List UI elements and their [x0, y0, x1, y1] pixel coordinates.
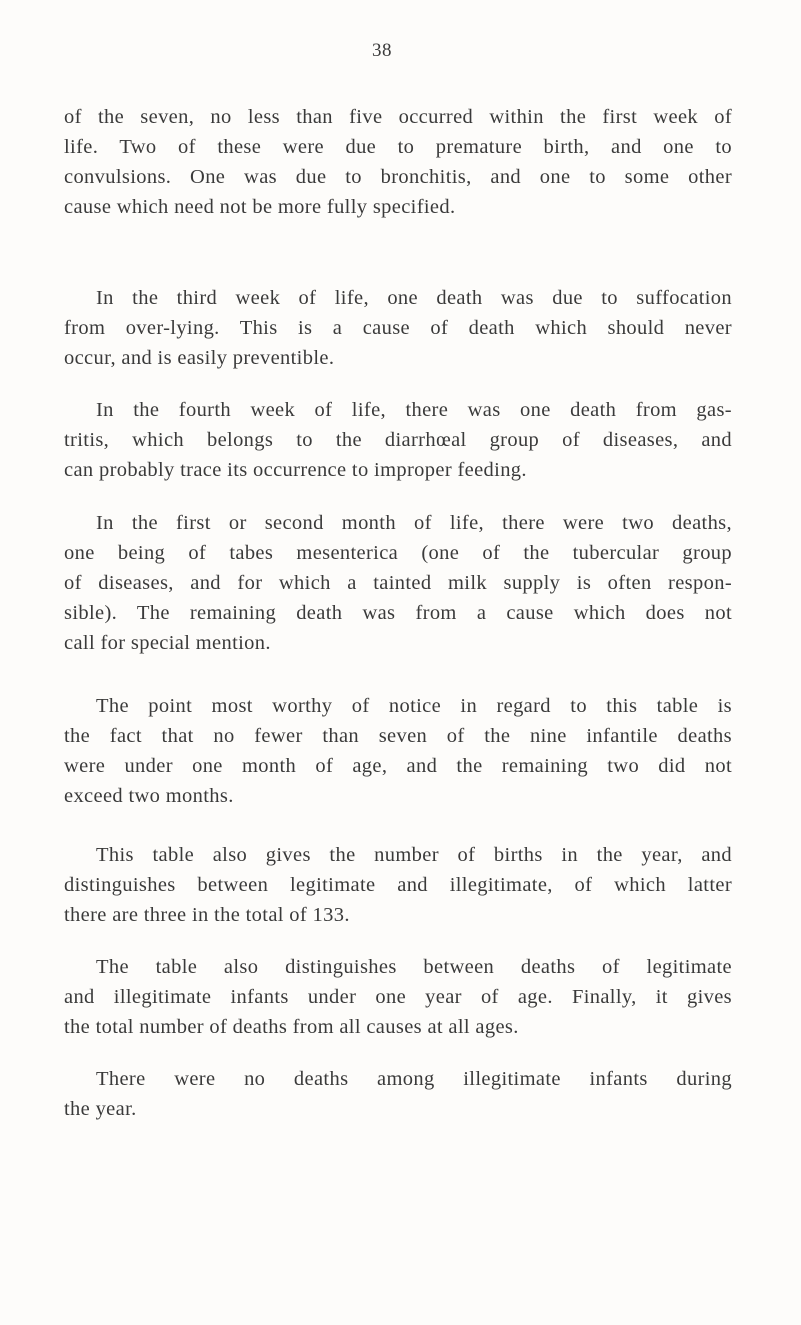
paragraph-2: [64, 283, 732, 373]
text-line: The table also distinguishes between deaths of legitimate: [96, 956, 732, 978]
text-line: of diseases, and for which a tainted milk supply is often respon-: [64, 572, 732, 594]
text-line: exceed two months.: [64, 785, 234, 807]
paragraph-8: [64, 1064, 732, 1124]
text-line: The point most worthy of notice in regard to this table is: [96, 695, 732, 717]
paragraph-5: [64, 691, 732, 811]
text-line: the fact that no fewer than seven of the nine infantile deaths: [64, 725, 732, 747]
text-line: the total number of deaths from all causes at all ages.: [64, 1016, 519, 1038]
text-line: were under one month of age, and the remaining two did not: [64, 755, 732, 777]
text-line: In the first or second month of life, there were two deaths,: [96, 512, 732, 534]
text-line: convulsions. One was due to bronchitis, and one to some other: [64, 166, 732, 188]
text-line: one being of tabes mesenterica (one of the tubercular group: [64, 542, 732, 564]
paragraph-1: [64, 102, 732, 222]
text-line: tritis, which belongs to the diarrhœal group of diseases, and: [64, 429, 732, 451]
text-line: In the third week of life, one death was due to suffocation: [96, 287, 732, 309]
text-line: from over-lying. This is a cause of death which should never: [64, 317, 732, 339]
paragraph-6: [64, 840, 732, 930]
text-line: of the seven, no less than five occurred within the first week of: [64, 106, 732, 128]
paragraph-7: [64, 952, 732, 1042]
text-line: In the fourth week of life, there was one death from gas-: [96, 399, 732, 421]
paragraph-4: [64, 508, 732, 658]
text-line: and illegitimate infants under one year of age. Finally, it gives: [64, 986, 732, 1008]
paragraph-3: [64, 395, 732, 485]
text-line: can probably trace its occurrence to improper feeding.: [64, 459, 527, 481]
text-line: sible). The remaining death was from a cause which does not: [64, 602, 732, 624]
text-line: distinguishes between legitimate and illegitimate, of which latter: [64, 874, 732, 896]
text-line: there are three in the total of 133.: [64, 904, 350, 926]
text-line: There were no deaths among illegitimate infants during: [96, 1068, 732, 1090]
text-line: occur, and is easily preventible.: [64, 347, 335, 369]
text-line: life. Two of these were due to premature birth, and one to: [64, 136, 732, 158]
text-line: This table also gives the number of births in the year, and: [96, 844, 732, 866]
text-line: call for special mention.: [64, 632, 271, 654]
text-line: cause which need not be more fully specified.: [64, 196, 456, 218]
page-number: 38: [372, 40, 392, 61]
text-line: the year.: [64, 1098, 137, 1120]
